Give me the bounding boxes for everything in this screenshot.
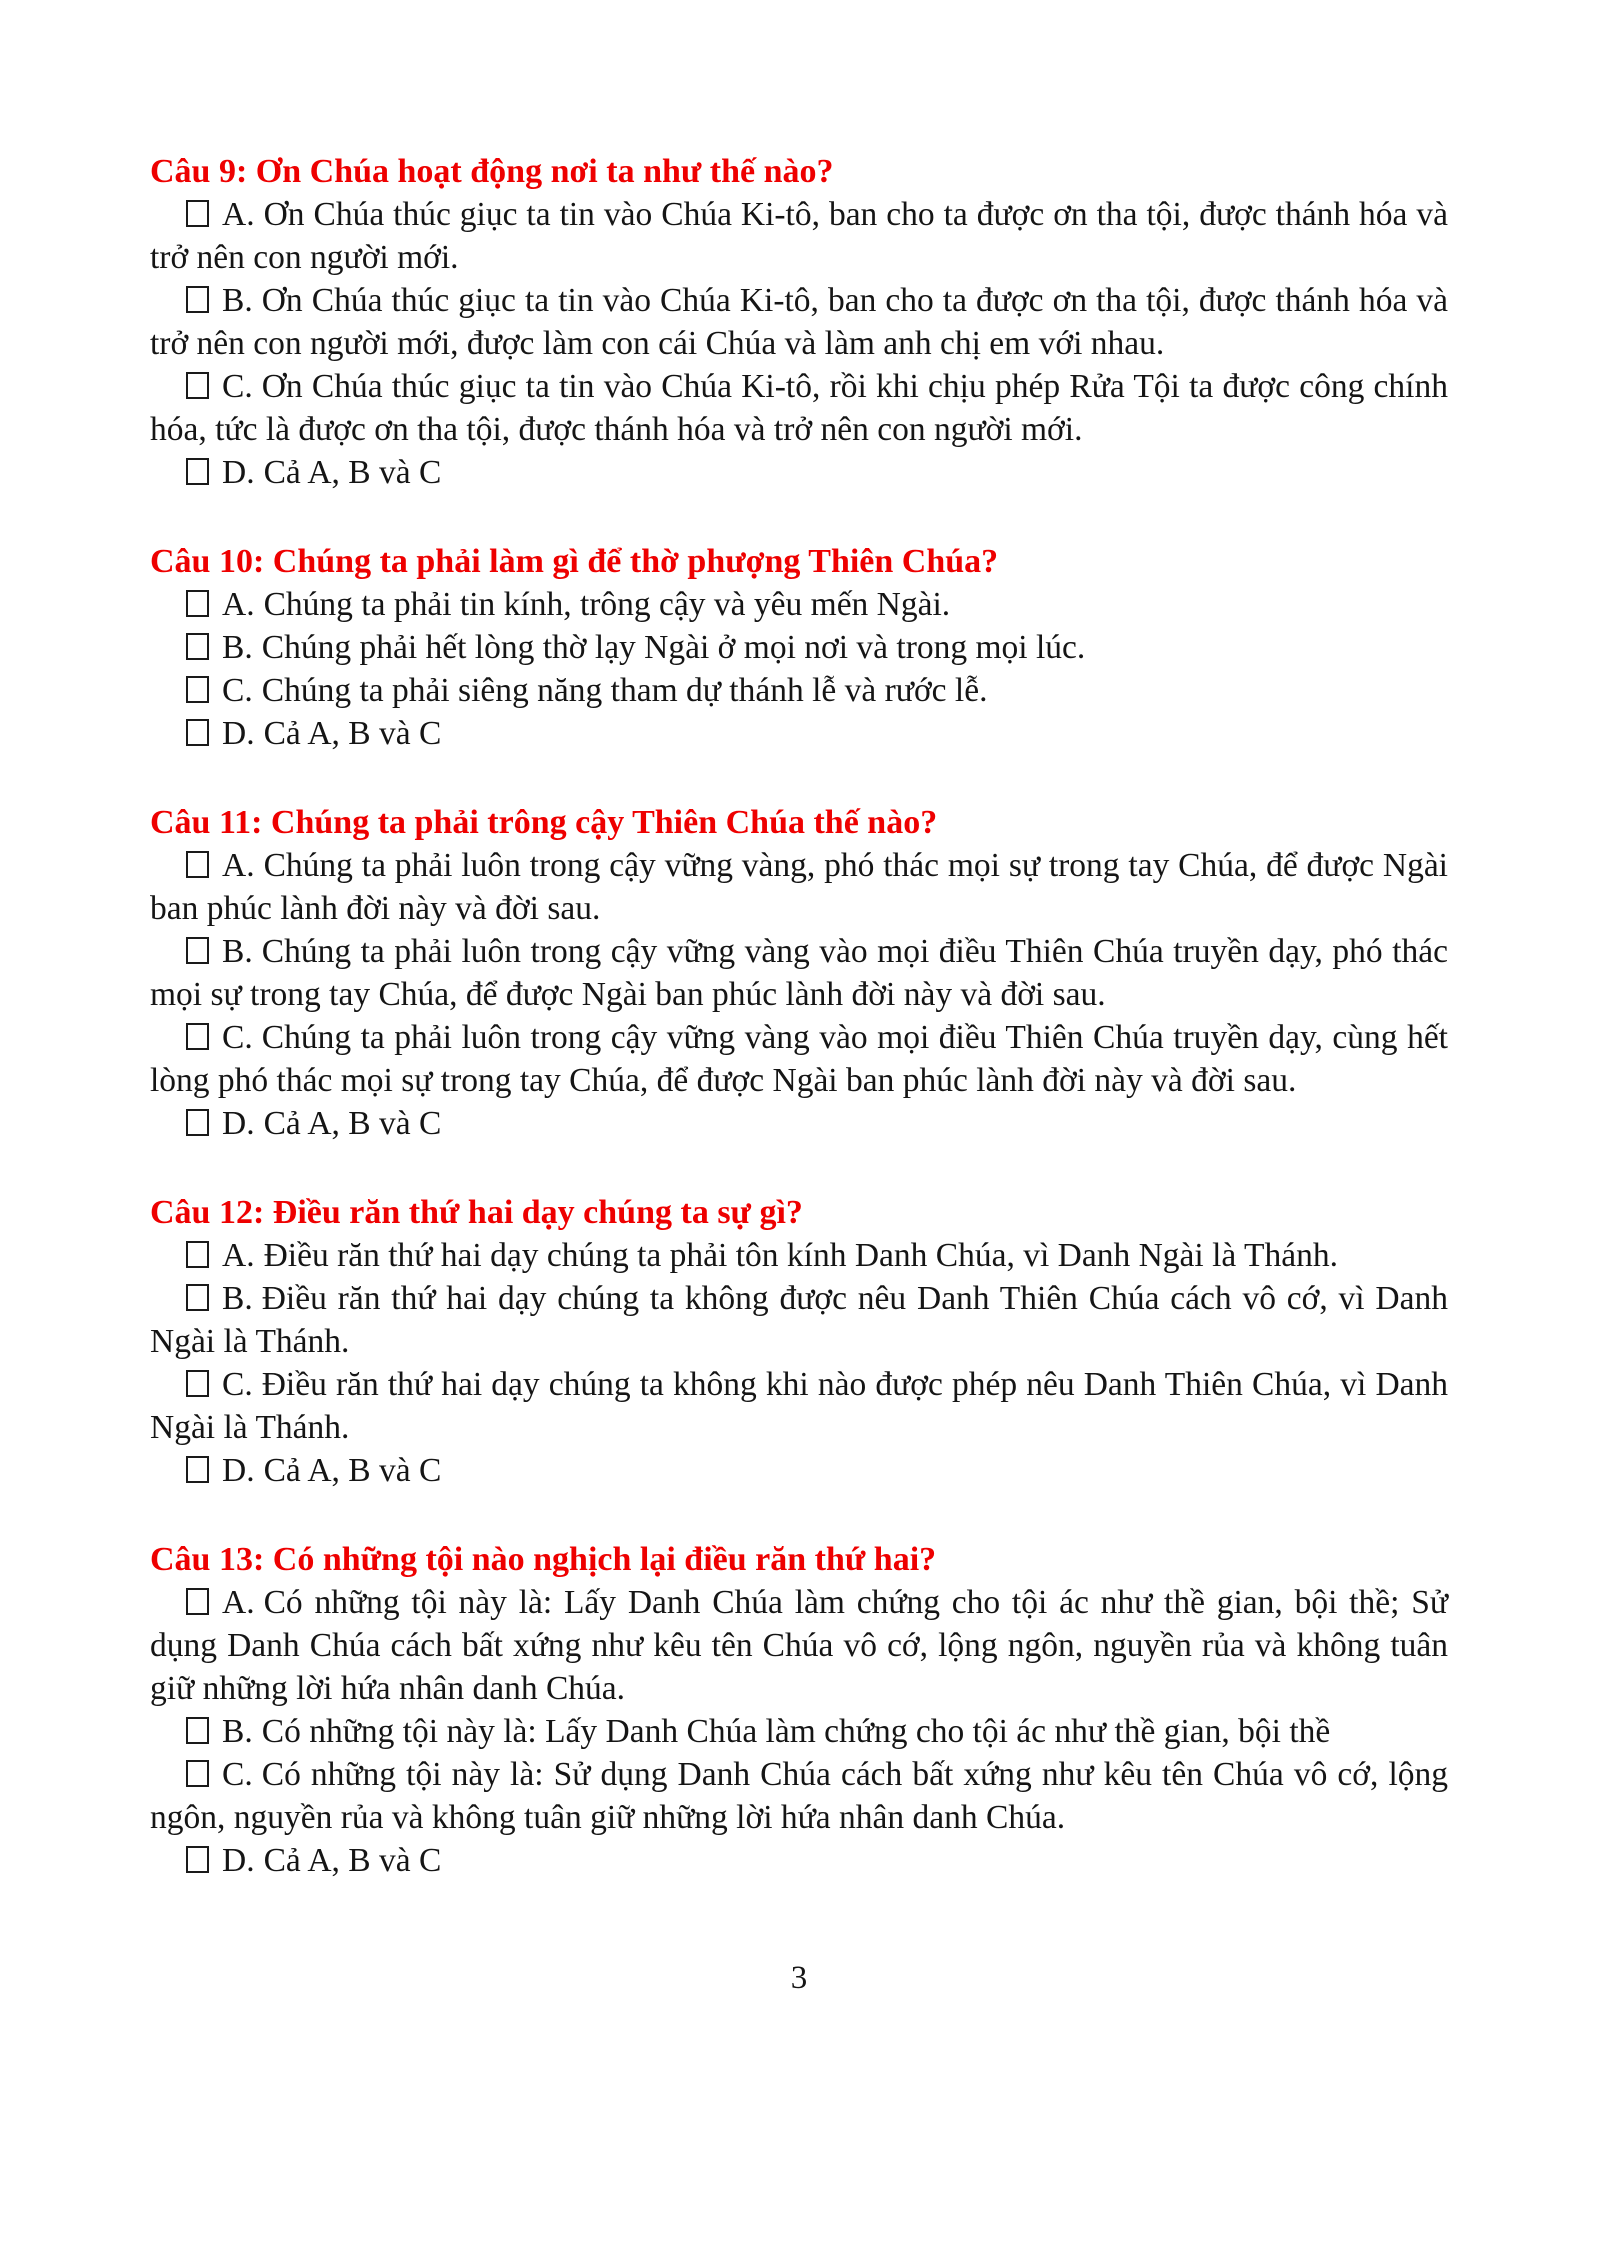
answer-option	[150, 451, 1448, 494]
option-text: Có những tội này là: Lấy Danh Chúa làm chứng cho tội ác như thề gian, bội thề	[261, 1713, 1331, 1750]
answer-option	[150, 930, 1448, 1016]
checkbox-icon[interactable]	[186, 937, 209, 964]
answer-option	[150, 1234, 1448, 1277]
option-label: B.	[222, 1280, 253, 1317]
checkbox-icon[interactable]	[186, 1241, 209, 1268]
question-block-12	[150, 1191, 1448, 1492]
answer-option	[150, 279, 1448, 365]
option-label: C.	[222, 672, 253, 709]
checkbox-icon[interactable]	[186, 719, 209, 746]
option-text: Điều răn thứ hai dạy chúng ta không được nêu Danh Thiên Chúa cách vô cớ, vì Danh Ngài là Thánh.	[150, 1280, 1448, 1360]
checkbox-icon[interactable]	[186, 1109, 209, 1136]
option-label: C.	[222, 1019, 253, 1056]
question-block-9	[150, 150, 1448, 494]
checkbox-icon[interactable]	[186, 1846, 209, 1873]
option-label: D.	[222, 715, 255, 752]
option-text: Chúng ta phải luôn trong cậy vững vàng, phó thác mọi sự trong tay Chúa, để được Ngài ban phúc lành đời này và đời sau.	[150, 847, 1448, 927]
option-label: B.	[222, 1713, 253, 1750]
checkbox-icon[interactable]	[186, 1456, 209, 1483]
option-label: D.	[222, 454, 255, 491]
question-block-10	[150, 540, 1448, 755]
checkbox-icon[interactable]	[186, 590, 209, 617]
option-text: Cả A, B và C	[263, 1105, 442, 1142]
answer-option	[150, 1753, 1448, 1839]
option-text: Chúng phải hết lòng thờ lạy Ngài ở mọi nơi và trong mọi lúc.	[261, 629, 1086, 666]
option-text: Ơn Chúa thúc giục ta tin vào Chúa Ki-tô, ban cho ta được ơn tha tội, được thánh hóa và trở nên con người mới, được làm con cái Chúa và làm anh chị em với nhau.	[150, 282, 1448, 362]
option-text: Chúng ta phải tin kính, trông cậy và yêu mến Ngài.	[263, 586, 951, 623]
option-label: D.	[222, 1452, 255, 1489]
answer-option	[150, 669, 1448, 712]
option-text: Cả A, B và C	[263, 1842, 442, 1879]
option-label: C.	[222, 368, 253, 405]
option-text: Có những tội này là: Sử dụng Danh Chúa cách bất xứng như kêu tên Chúa vô cớ, lộng ngôn, nguyền rủa và không tuân giữ những lời hứa nhân danh Chúa.	[150, 1756, 1448, 1836]
answer-option	[150, 1277, 1448, 1363]
question-title: Câu 11: Chúng ta phải trông cậy Thiên Chúa thế nào?	[150, 804, 938, 841]
option-label: B.	[222, 629, 253, 666]
option-text: Cả A, B và C	[263, 715, 442, 752]
answer-option	[150, 712, 1448, 755]
checkbox-icon[interactable]	[186, 1717, 209, 1744]
option-label: D.	[222, 1105, 255, 1142]
answer-option	[150, 583, 1448, 626]
checkbox-icon[interactable]	[186, 1760, 209, 1787]
question-block-11	[150, 801, 1448, 1145]
option-label: D.	[222, 1842, 255, 1879]
answer-option	[150, 1710, 1448, 1753]
option-text: Điều răn thứ hai dạy chúng ta phải tôn kính Danh Chúa, vì Danh Ngài là Thánh.	[263, 1237, 1338, 1274]
option-label: A.	[222, 586, 255, 623]
checkbox-icon[interactable]	[186, 1370, 209, 1397]
checkbox-icon[interactable]	[186, 200, 209, 227]
question-title: Câu 10: Chúng ta phải làm gì để thờ phượng Thiên Chúa?	[150, 543, 999, 580]
answer-option	[150, 626, 1448, 669]
question-title: Câu 12: Điều răn thứ hai dạy chúng ta sự gì?	[150, 1194, 803, 1231]
option-label: A.	[222, 196, 255, 233]
option-label: A.	[222, 1584, 255, 1621]
option-label: A.	[222, 847, 255, 884]
option-text: Cả A, B và C	[263, 454, 442, 491]
checkbox-icon[interactable]	[186, 372, 209, 399]
answer-option	[150, 1839, 1448, 1882]
answer-option	[150, 365, 1448, 451]
answer-option	[150, 1102, 1448, 1145]
checkbox-icon[interactable]	[186, 851, 209, 878]
question-block-13	[150, 1538, 1448, 1882]
answer-option	[150, 1363, 1448, 1449]
option-label: C.	[222, 1366, 253, 1403]
checkbox-icon[interactable]	[186, 1588, 209, 1615]
option-text: Chúng ta phải luôn trong cậy vững vàng vào mọi điều Thiên Chúa truyền dạy, phó thác mọi sự trong tay Chúa, để được Ngài ban phúc lành đời này và đời sau.	[150, 933, 1448, 1013]
option-label: B.	[222, 282, 253, 319]
answer-option	[150, 844, 1448, 930]
option-text: Điều răn thứ hai dạy chúng ta không khi nào được phép nêu Danh Thiên Chúa, vì Danh Ngài là Thánh.	[150, 1366, 1448, 1446]
option-label: C.	[222, 1756, 253, 1793]
checkbox-icon[interactable]	[186, 1023, 209, 1050]
option-label: A.	[222, 1237, 255, 1274]
option-text: Ơn Chúa thúc giục ta tin vào Chúa Ki-tô, rồi khi chịu phép Rửa Tội ta được công chính hóa, tức là được ơn tha tội, được thánh hóa và trở nên con người mới.	[150, 368, 1448, 448]
checkbox-icon[interactable]	[186, 458, 209, 485]
answer-option	[150, 193, 1448, 279]
option-text: Chúng ta phải siêng năng tham dự thánh lễ và rước lễ.	[261, 672, 988, 709]
option-label: B.	[222, 933, 253, 970]
option-text: Cả A, B và C	[263, 1452, 442, 1489]
answer-option	[150, 1016, 1448, 1102]
checkbox-icon[interactable]	[186, 676, 209, 703]
checkbox-icon[interactable]	[186, 286, 209, 313]
question-title: Câu 13: Có những tội nào nghịch lại điều răn thứ hai?	[150, 1541, 937, 1578]
option-text: Có những tội này là: Lấy Danh Chúa làm chứng cho tội ác như thề gian, bội thề; Sử dụng Danh Chúa cách bất xứng như kêu tên Chúa vô cớ, lộng ngôn, nguyền rủa và không tuân giữ những lời hứa nhân danh Chúa.	[150, 1584, 1448, 1707]
answer-option	[150, 1581, 1448, 1710]
answer-option	[150, 1449, 1448, 1492]
page-number: 3	[790, 1960, 808, 1996]
option-text: Ơn Chúa thúc giục ta tin vào Chúa Ki-tô, ban cho ta được ơn tha tội, được thánh hóa và trở nên con người mới.	[150, 196, 1448, 276]
checkbox-icon[interactable]	[186, 633, 209, 660]
checkbox-icon[interactable]	[186, 1284, 209, 1311]
option-text: Chúng ta phải luôn trong cậy vững vàng vào mọi điều Thiên Chúa truyền dạy, cùng hết lòng phó thác mọi sự trong tay Chúa, để được Ngài ban phúc lành đời này và đời sau.	[150, 1019, 1448, 1099]
question-title: Câu 9: Ơn Chúa hoạt động nơi ta như thế nào?	[150, 153, 834, 190]
